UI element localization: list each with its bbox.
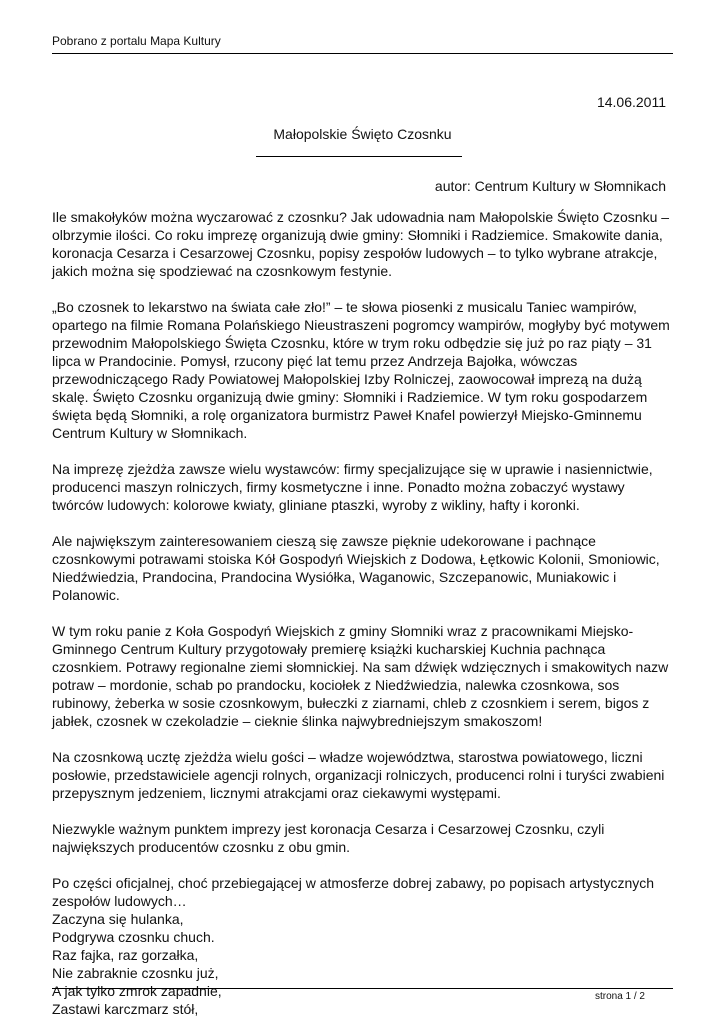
paragraph: Po części oficjalnej, choć przebiegającej w atmosferze dobrej zabawy, po popisach artystycznych zespołów ludowych… Zaczyna się hulanka, Podgrywa czosnku chuch. Raz fajka, raz gorzałka, Nie zabraknie czosnku już, A jak tylko zmrok zapadnie, Zastawi karczmarz stół, bbox=[52, 875, 655, 1017]
paragraph: Niezwykle ważnym punktem imprezy jest koronacja Cesarza i Cesarzowej Czosnku, czyli największych producentów czosnku z obu gmin. bbox=[52, 821, 605, 855]
footer-divider bbox=[52, 988, 673, 989]
paragraph: „Bo czosnek to lekarstwo na świata całe zło!” – te słowa piosenki z musicalu Taniec wampirów, opartego na filmie Romana Polańskiego Nieustraszeni pogromcy wampirów, mogłyby być motywem przewodnim Małopolskiego Święta Czosnku, które w trym roku odbędzie się już po raz piąty – 31 lipca w Prandocinie. Pomysł, rzucony pięć lat temu przez Andrzeja Bajołka, wówczas przewodniczącego Rady Powiatowej Małopolskiej Izby Rolniczej, zaowocował imprezą na dużą skalę. Święto Czosnku organizują dwie gminy: Słomniki i Radziemice. W tym roku gospodarzem święta będą Słomniki, a rolę organizatora burmistrz Paweł Knafel powierzył Miejsko-Gminnemu Centrum Kultury w Słomnikach. bbox=[52, 299, 670, 441]
page-number: strona 1 / 2 bbox=[594, 991, 645, 1002]
paragraph: Na imprezę zjeżdża zawsze wielu wystawców: firmy specjalizujące się w uprawie i nasiennictwie, producenci maszyn rolniczych, firmy kosmetyczne i inne. Ponadto można zobaczyć wystawy twórców ludowych: kolorowe kwiaty, gliniane ptaszki, wyroby z wikliny, hafty i koronki. bbox=[52, 461, 653, 513]
article-author: autor: Centrum Kultury w Słomnikach bbox=[434, 178, 666, 194]
page-header-source: Pobrano z portalu Mapa Kultury bbox=[52, 34, 221, 48]
paragraph: Ile smakołyków można wyczarować z czosnku? Jak udowadnia nam Małopolskie Święto Czosnku – olbrzymie ilości. Co roku imprezę organizują dwie gminy: Słomniki i Radziemice. Smakowite dania, koronacja Cesarza i Cesarzowej Czosnku, popisy zespołów ludowych – to tylko wybrane atrakcje, jakich można się spodziewać na czosnkowym festynie. bbox=[52, 209, 670, 279]
paragraph: Na czosnkową ucztę zjeżdża wielu gości – władze województwa, starostwa powiatowego, liczni posłowie, przedstawiciele agencji rolnych, organizacji rolniczych, producenci rolni i turyści zwabieni przepysznym jedzeniem, licznymi atrakcjami oraz ciekawymi występami. bbox=[52, 749, 665, 801]
paragraph: W tym roku panie z Koła Gospodyń Wiejskich z gminy Słomniki wraz z pracownikami Miejsko-Gminnego Centrum Kultury przygotowały premierę książki kucharskiej Kuchnia pachnąca czosnkiem. Potrawy regionalne ziemi słomnickiej. Na sam dźwięk wdzięcznych i smakowitych nazw potraw – mordonie, schab po prandocku, kociołek z Niedźwiedzia, nalewka czosnkowa, sos rubinowy, żeberka w sosie czosnkowym, bułeczki z ziarnami, chleb z czosnkiem i serem, bigos z jabłek, czosnek w czekoladzie – cieknie ślinka najwybredniejszym smakoszom! bbox=[52, 623, 669, 729]
title-underline bbox=[256, 156, 462, 157]
paragraph: Ale największym zainteresowaniem cieszą się zawsze pięknie udekorowane i pachnące czosnkowymi potrawami stoiska Kół Gospodyń Wiejskich z Dodowa, Łętkowic Kolonii, Smoniowic, Niedźwiedzia, Prandocina, Prandocina Wysiółka, Waganowic, Szczepanowic, Muniakowic i Polanowic. bbox=[52, 533, 660, 603]
article-title: Małopolskie Święto Czosnku bbox=[273, 126, 452, 142]
article-body bbox=[52, 208, 677, 1036]
header-divider bbox=[52, 53, 673, 54]
article-date: 14.06.2011 bbox=[596, 94, 666, 110]
